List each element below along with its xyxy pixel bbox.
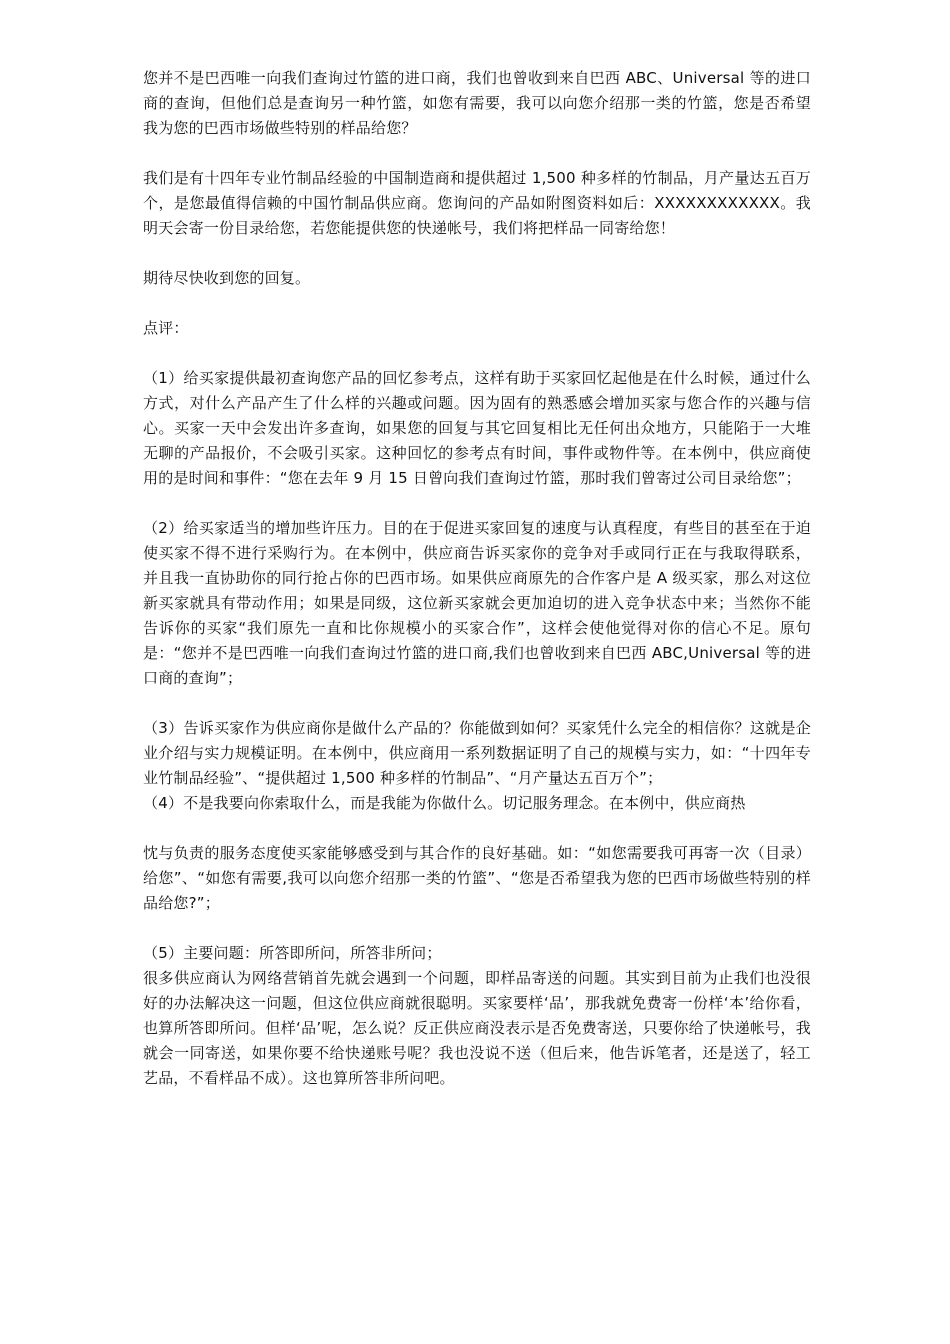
comment-point-5-body: 很多供应商认为网络营销首先就会遇到一个问题，即样品寄送的问题。其实到目前为止我们也没很好的办法解决这一问题，但这位供应商就很聪明。买家要样‘品’，那我就免费寄一份样‘本’给你看，也算所答即所问。但样‘品’呢，怎么说？反正供应商没表示是否免费寄送，只要你给了快递帐号，我就会一同寄送，如果你要不给快递账号呢？我也没说不送（但后来，他告诉笔者，还是送了，轻工艺品，不看样品不成）。这也算所答非所问吧。 [143,969,811,1087]
spacer [143,291,811,316]
spacer [143,916,811,941]
paragraph-closing: 期待尽快收到您的回复。 [143,269,311,287]
spacer [143,816,811,841]
comment-point-1: （1）给买家提供最初查询您产品的回忆参考点，这样有助于买家回忆起他是在什么时候，通过什么方式，对什么产品产生了什么样的兴趣或问题。因为固有的熟悉感会增加买家与您合作的兴趣与信心。买家一天中会发出许多查询，如果您的回复与其它回复相比无任何出众地方，只能陷于一大堆无聊的产品报价，不会吸引买家。这种回忆的参考点有时间，事件或物件等。在本例中，供应商使用的是时间和事件：“您在去年 9 月 15 日曾向我们查询过竹篮，那时我们曾寄过公司目录给您”； [143,369,811,487]
spacer [143,341,811,366]
comment-point-2: （2）给买家适当的增加些许压力。目的在于促进买家回复的速度与认真程度，有些目的甚至在于迫使买家不得不进行采购行为。在本例中，供应商告诉买家你的竞争对手或同行正在与我取得联系，并且我一直协助你的同行抢占你的巴西市场。如果供应商原先的合作客户是 A 级买家，那么对这位新买家就具有带动作用；如果是同级，这位新买家就会更加迫切的进入竞争状态中来；当然你不能告诉你的买家“我们原先一直和比你规模小的买家合作”，这样会使他觉得对你的信心不足。原句是：“您并不是巴西唯一向我们查询过竹篮的进口商,我们也曾收到来自巴西 ABC,Universal 等的进口商的查询”； [143,519,811,687]
comment-point-3: （3）告诉买家作为供应商你是做什么产品的？你能做到如何？买家凭什么完全的相信你？这就是企业介绍与实力规模证明。在本例中，供应商用一系列数据证明了自己的规模与实力，如：“十四年专业竹制品经验”、“提供超过 1,500 种多样的竹制品”、“月产量达五百万个”； [143,719,811,787]
document-body [143,66,811,1091]
paragraph-intro: 您并不是巴西唯一向我们查询过竹篮的进口商，我们也曾收到来自巴西 ABC、Universal 等的进口商的查询，但他们总是查询另一种竹篮，如您有需要，我可以向您介绍那一类的竹篮，您是否希望我为您的巴西市场做些特别的样品给您？ [143,69,811,137]
comment-point-4-start: （4）不是我要向你索取什么，而是我能为你做什么。切记服务理念。在本例中，供应商热 [143,794,746,812]
spacer [143,691,811,716]
spacer [143,491,811,516]
comment-heading: 点评： [143,319,189,337]
paragraph-company: 我们是有十四年专业竹制品经验的中国制造商和提供超过 1,500 种多样的竹制品，月产量达五百万个，是您最值得信赖的中国竹制品供应商。您询问的产品如附图资料如后：XXXXXXXXXXXX。我明天会寄一份目录给您，若您能提供您的快递帐号，我们将把样品一同寄给您！ [143,169,811,237]
spacer [143,141,811,166]
spacer [143,241,811,266]
comment-point-4-cont: 忱与负责的服务态度使买家能够感受到与其合作的良好基础。如：“如您需要我可再寄一次（目录）给您”、“如您有需要,我可以向您介绍那一类的竹篮”、“您是否希望我为您的巴西市场做些特别的样品给您?”； [143,844,811,912]
comment-point-5-title: （5）主要问题：所答即所问，所答非所问； [143,944,442,962]
